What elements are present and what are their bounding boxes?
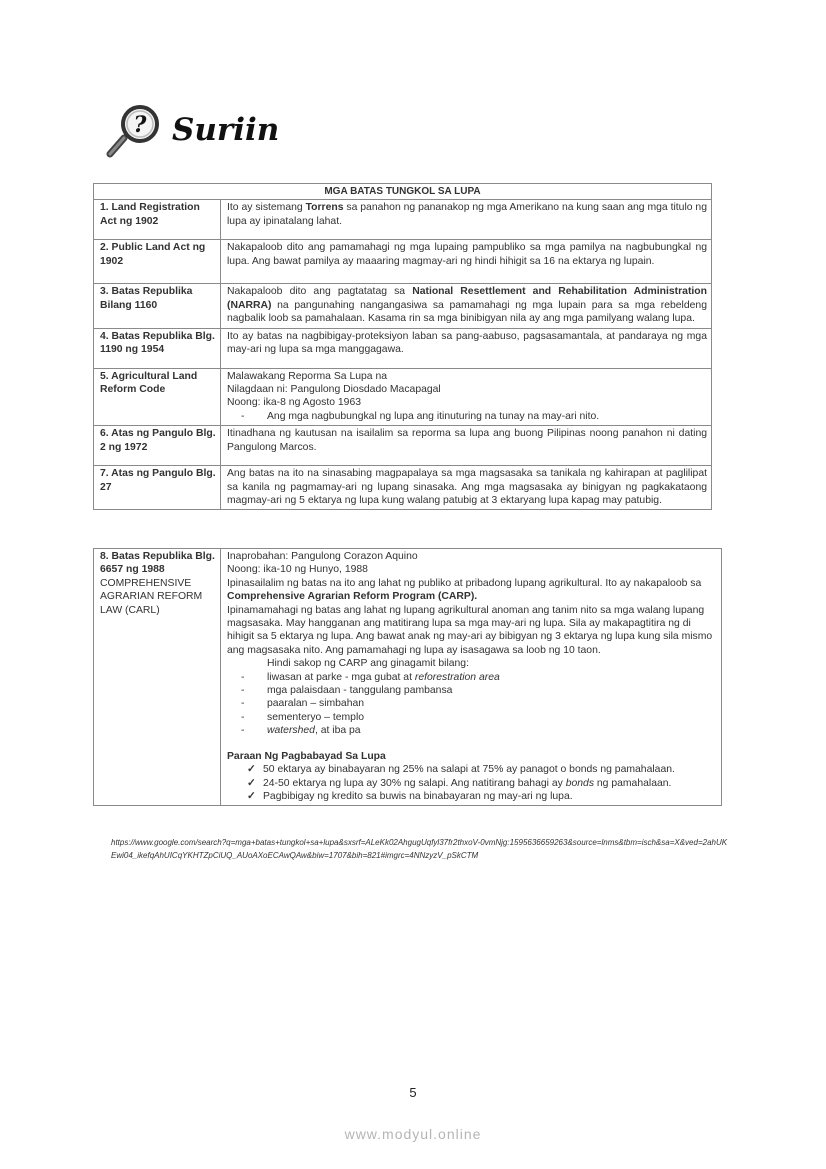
table-row bbox=[94, 368, 712, 426]
source-link[interactable]: https://www.google.com/search?q=mga+batas+tungkol+sa+lupa&sxsrf=ALeKk02AhgugUqfyl37fr2thxoV-0vmNjg:1595636659263&source=lnms&tbm=isch&sa=X&ved=2ahUKEwi04_ikefqAhUICqYKHTZpCiUQ_AUoAXoECAwQAw&biw=1707&bih=821#imgrc=4NNzyzV_pSkCTM bbox=[111, 838, 728, 860]
table-heading: MGA BATAS TUNGKOL SA LUPA bbox=[94, 184, 712, 200]
payment-list: ✓ 50 ektarya ay binabayaran ng 25% na salapi at 75% ay panagot o bonds ng pamahalaan. ✓ 24-50 ektarya ng lupa ay 30% ng salapi. Ang natitirang bahagi ay bonds ng pamahalaan. ✓ Pagbibigay ng kredito sa buwis na binabayaran ng may-ari ng lupa. bbox=[227, 763, 717, 803]
table-row bbox=[94, 200, 712, 240]
payment-title: Paraan Ng Pagbabayad Sa Lupa bbox=[227, 750, 386, 762]
table-row bbox=[94, 466, 712, 510]
page-title: Suriin bbox=[172, 112, 280, 148]
carl-table bbox=[93, 548, 722, 806]
law-description: Ito ay sistemang Torrens sa panahon ng pananakop ng mga Amerikano na kung saan ang mga titulo ng lupa ay ipinatalang lahat. bbox=[221, 200, 712, 240]
law-name: 7. Atas ng Pangulo Blg. 27 bbox=[94, 466, 221, 510]
law-description: Ang batas na ito na sinasabing magpapalaya sa mga magsasaka sa tanikala ng kahirapan at paglilipat sa kanila ng pagmamay-ari ng lupang sinasaka. Ang mga magsasaka ay binigyan ng pagkakataong magmay-ari ng 5 ektarya ng lupa kung walang patubig at 3 ektaryang lupa kapag may patubig. bbox=[221, 466, 712, 510]
law-description: Ito ay batas na nagbibigay-proteksiyon laban sa pang-aabuso, pagsasamantala, at pandaraya ng mga may-ari ng lupa sa mga manggagawa. bbox=[221, 328, 712, 368]
law-name: 2. Public Land Act ng 1902 bbox=[94, 240, 221, 284]
laws-table bbox=[93, 183, 712, 510]
watermark: www.modyul.online bbox=[344, 1126, 482, 1142]
law-description: Nakapaloob dito ang pamamahagi ng mga lupaing pampubliko sa mga pamilya na nagbubungkal ng lupa. Ang bawat pamilya ay maaaring magmay-ari ng hindi hihigit sa 16 na ektarya ng lupain. bbox=[221, 240, 712, 284]
table-row bbox=[94, 240, 712, 284]
table-row bbox=[94, 549, 722, 806]
law-name: 5. Agricultural Land Reform Code bbox=[94, 368, 221, 426]
table-row bbox=[94, 328, 712, 368]
law-name: 8. Batas Republika Blg. 6657 ng 1988 COMPREHENSIVE AGRARIAN REFORM LAW (CARL) bbox=[94, 549, 221, 806]
table-row bbox=[94, 426, 712, 466]
exclusion-list: - liwasan at parke - mga gubat at reforestration area - mga palaisdaan - tanggulang pambansa - paaralan – simbahan - sementeryo – templo - watershed, at iba pa bbox=[227, 671, 717, 738]
page-number: 5 bbox=[409, 1085, 417, 1100]
law-description: Nakapaloob dito ang pagtatatag sa National Resettlement and Rehabilitation Administration (NARRA) na pangunahing nangangasiwa sa pamamahagi ng mga lupain para sa mga rebeldeng nagbalik loob sa pamahalaan. Kasama rin sa mga binibigyan nila ay ang mga pamilyang walang lupa. bbox=[221, 284, 712, 328]
law-name: 1. Land Registration Act ng 1902 bbox=[94, 200, 221, 240]
law-name: 4. Batas Republika Blg. 1190 ng 1954 bbox=[94, 328, 221, 368]
magnifying-glass-question-icon bbox=[104, 102, 168, 162]
table-row bbox=[94, 284, 712, 328]
law-description: Malawakang Reporma Sa Lupa na Nilagdaan ni: Pangulong Diosdado Macapagal Noong: ika-8 ng Agosto 1963 - Ang mga nagbubungkal ng lupa ang itinuturing na tunay na may-ari nito. bbox=[221, 368, 712, 426]
law-description: Inaprobahan: Pangulong Corazon Aquino Noong: ika-10 ng Hunyo, 1988 Ipinasailalim ng batas na ito ang lahat ng publiko at pribadong lupang agrikultural. Ito ay nakapaloob sa Comprehensive Agrarian Reform Program (CARP). Ipinamamahagi ng batas ang lahat ng lupang agrikultural anoman ang tanim nito sa mga walang lupang magsasaka. May hangganan ang matitirang lupa sa mga may-ari ng lupa. Sila ay makapagtitira ng di hihigit sa 5 ektarya ng lupa. Ang bawat anak ng may-ari ay bibigyan ng 3 ektarya ng lupa kung sila mismo ang magsasaka nito. Ang pamamahagi ng lupa ay isasagawa sa loob ng 10 taon. Hindi sakop ng CARP ang ginagamit bilang: - liwasan at parke - mga gubat at reforestration area - mga palaisdaan - tanggulang pambansa - paaralan – simbahan - sementeryo – templo - watershed, at iba pa Paraan Ng Pagbabayad Sa Lupa ✓ 50 ektarya ay binabayaran ng 25% na salapi at 75% ay panagot o bonds ng pamahalaan. ✓ 24-50 ektarya ng lupa ay 30% ng salapi. Ang natitirang bahagi ay bonds ng pamahalaan. ✓ Pagbibigay ng kredito sa buwis na binabayaran ng may-ari ng lupa. bbox=[221, 549, 722, 806]
law-name: 6. Atas ng Pangulo Blg. 2 ng 1972 bbox=[94, 426, 221, 466]
section-header bbox=[104, 102, 404, 162]
law-name: 3. Batas Republika Bilang 1160 bbox=[94, 284, 221, 328]
svg-text:?: ? bbox=[133, 112, 147, 138]
law-description: Itinadhana ng kautusan na isailalim sa reporma sa lupa ang buong Pilipinas noong panahon ni dating Pangulong Marcos. bbox=[221, 426, 712, 466]
